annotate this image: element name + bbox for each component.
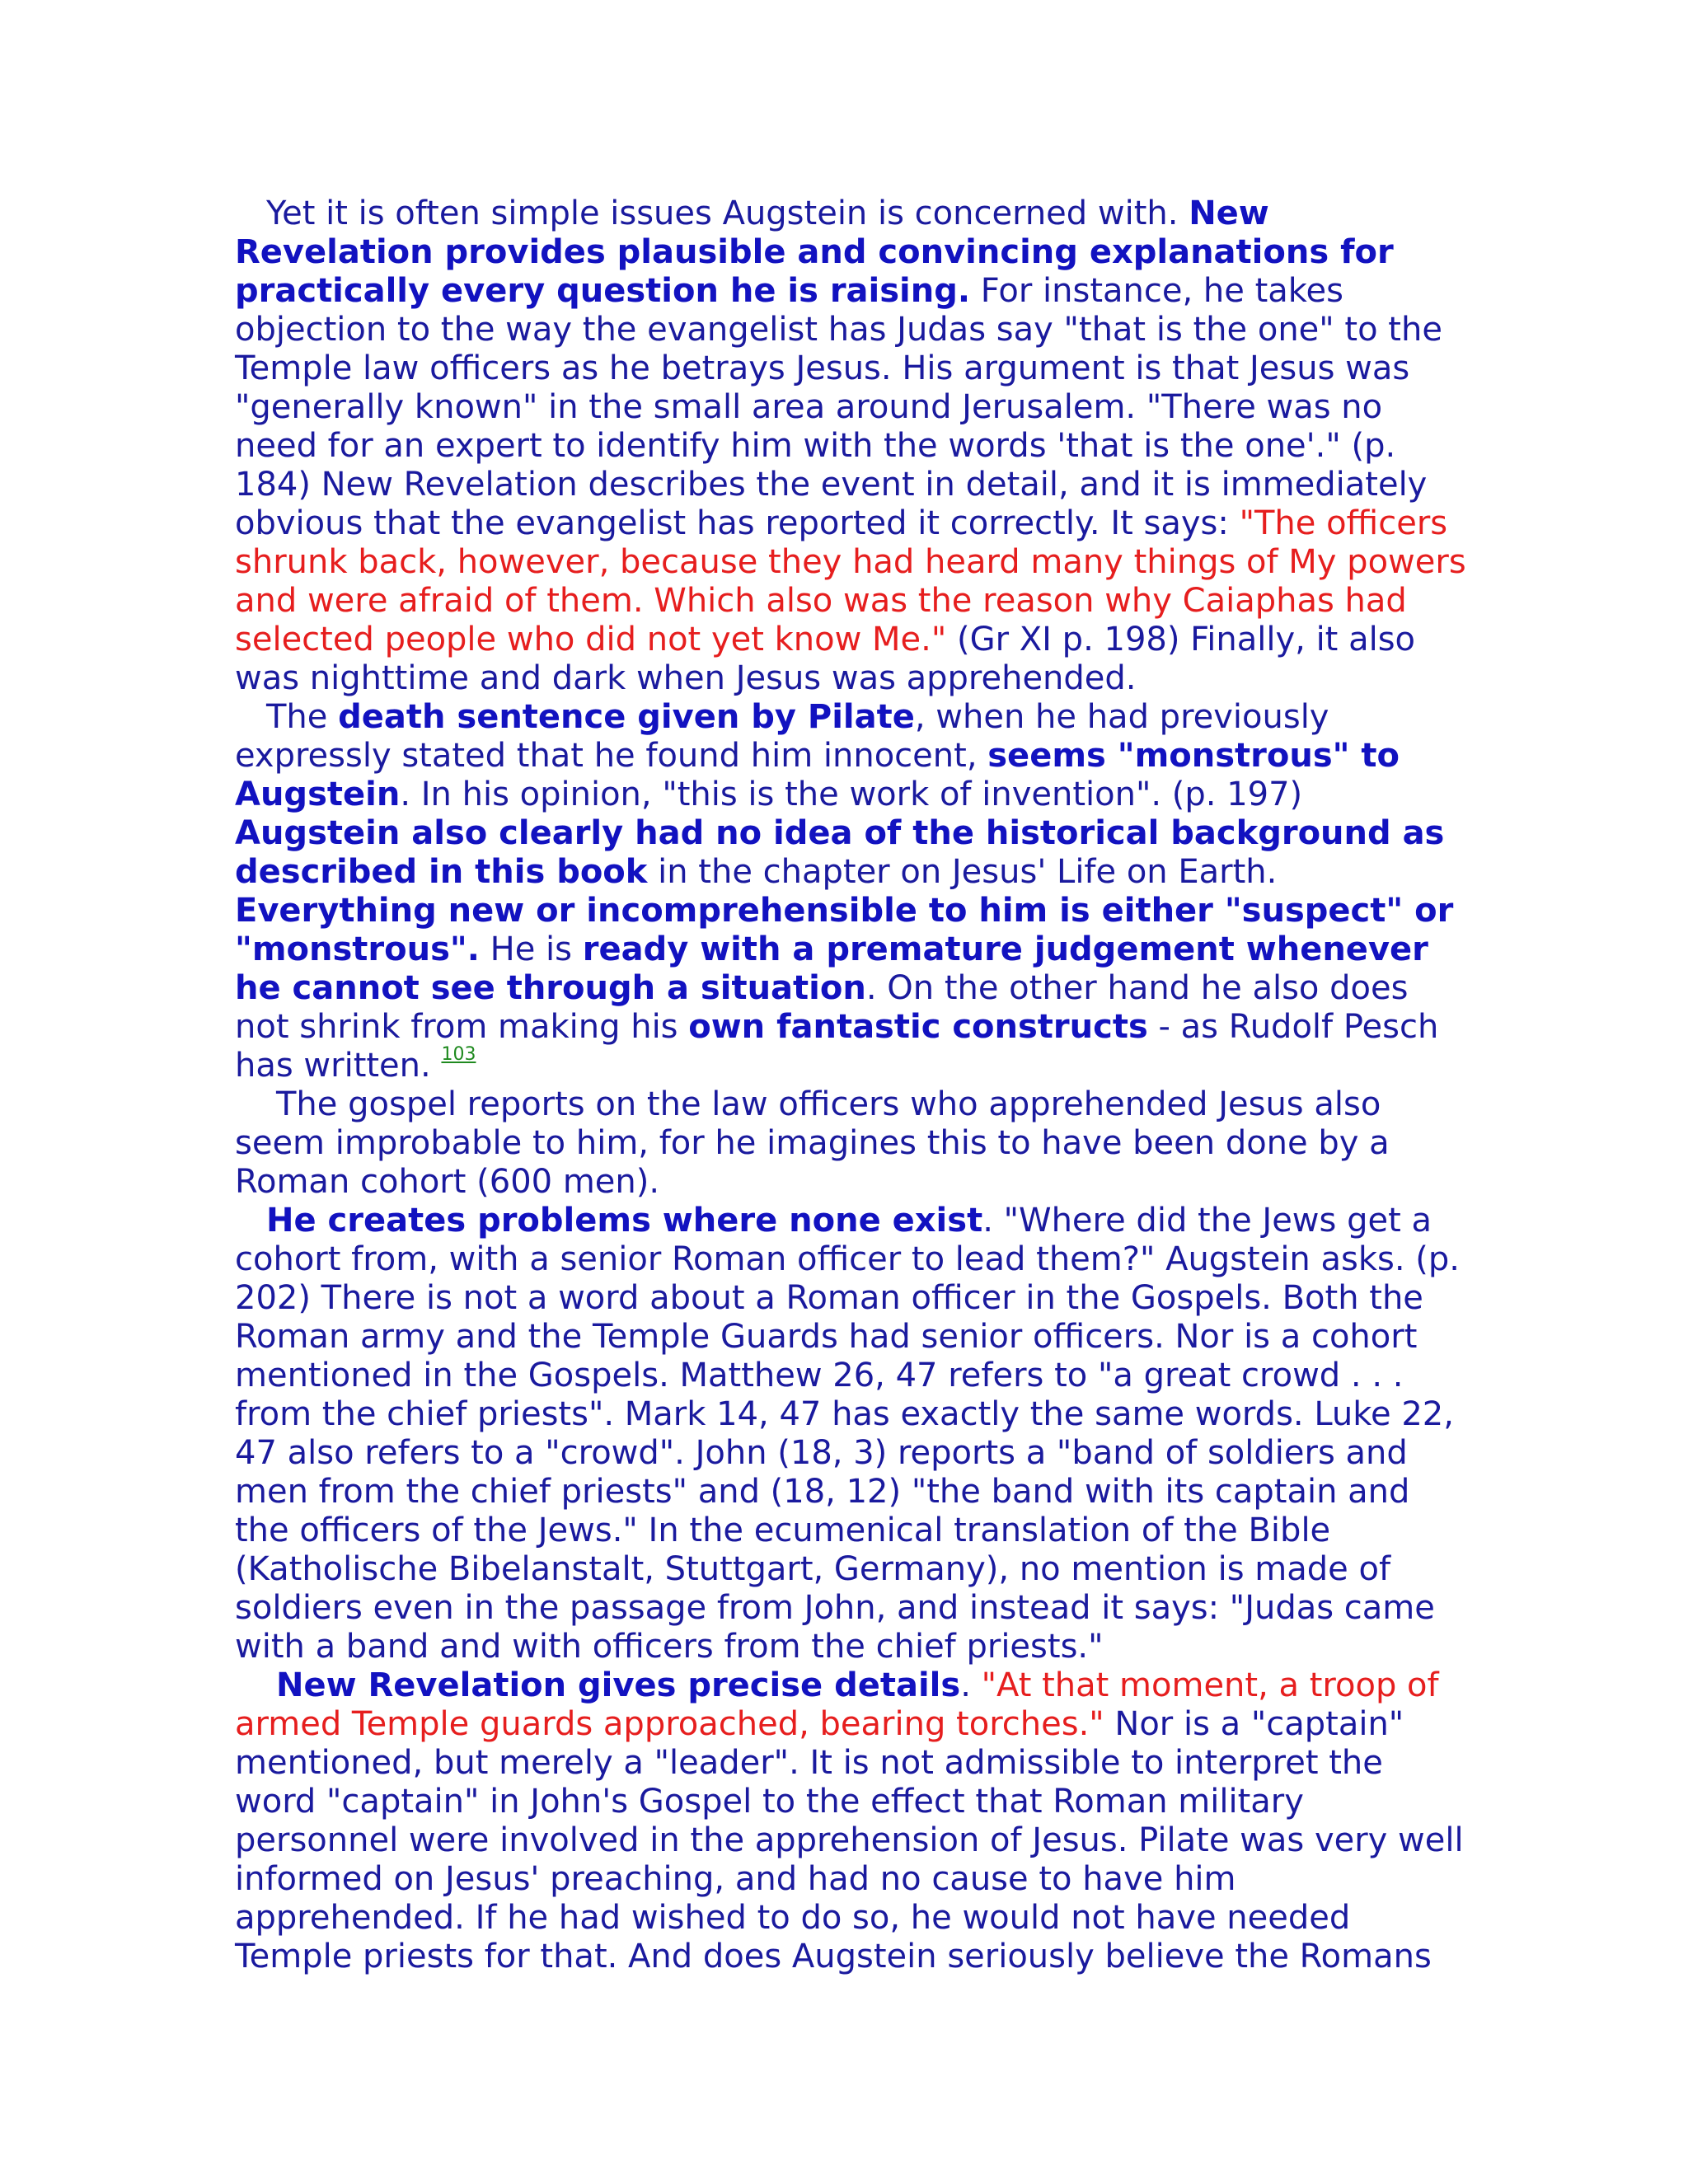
paragraph xyxy=(235,1085,1471,1202)
body-text: (Gr XI p. 198) Finally, it also was nighttime and dark when Jesus was apprehended. xyxy=(235,621,1416,697)
paragraph xyxy=(235,698,1471,1085)
body-text: Yet it is often simple issues Augstein is concerned with. xyxy=(266,194,1189,232)
body-text: The xyxy=(266,698,339,736)
body-text: . In his opinion, "this is the work of invention". (p. 197) xyxy=(400,776,1303,813)
body-text: , when he had previously expressly stated that he found him innocent, xyxy=(235,698,1329,775)
quotation-text: "At that moment, a troop of armed Temple guards approached, bearing torches." xyxy=(235,1666,1439,1743)
body-text: He is xyxy=(479,930,583,968)
document-page xyxy=(235,194,1471,1976)
body-text: . xyxy=(960,1666,982,1704)
emphasized-text: New Revelation provides plausible and convincing explanations for practically every question he is raising. xyxy=(235,194,1394,310)
emphasized-text: death sentence given by Pilate xyxy=(338,698,915,736)
body-text: Nor is a "captain" mentioned, but merely a "leader". It is not admissible to interpret the word "captain" in John's Gospel to the effect that Roman military personnel were involved in the apprehension of Jesus. Pilate was very well informed on Jesus' preaching, and had no cause to have him apprehended. If he had wished to do so, he would not have needed Temple priests for that. And does Augstein seriously believe the Romans xyxy=(235,1705,1464,1975)
body-text: - as Rudolf Pesch has written. xyxy=(235,1008,1439,1085)
paragraph xyxy=(235,194,1471,698)
footnote-link[interactable]: 103 xyxy=(441,1044,476,1065)
quotation-text: "The officers shrunk back, however, because they had heard many things of My powers and were afraid of them. Which also was the reason why Caiaphas had selected people who did not yet know Me." xyxy=(235,504,1466,658)
body-text: . "Where did the Jews get a cohort from, with a senior Roman officer to lead them?" Augstein asks. (p. 202) There is not a word about a Roman officer in the Gospels. Both the Roman army and the Temple Guards had senior officers. Nor is a cohort mentioned in the Gospels. Matthew 26, 47 refers to "a great crowd . . . from the chief priests". Mark 14, 47 has exactly the same words. Luke 22, 47 also refers to a "crowd". John (18, 3) reports a "band of soldiers and men from the chief priests" and (18, 12) "the band with its captain and the officers of the Jews." In the ecumenical translation of the Bible (Katholische Bibelanstalt, Stuttgart, Germany), no mention is made of soldiers even in the passage from John, and instead it says: "Judas came with a band and with officers from the chief priests." xyxy=(235,1202,1460,1666)
body-text: The gospel reports on the law officers who apprehended Jesus also seem improbable to him, for he imagines this to have been done by a Roman cohort (600 men). xyxy=(235,1085,1390,1201)
body-text: For instance, he takes objection to the way the evangelist has Judas say "that is the one" to the Temple law officers as he betrays Jesus. His argument is that Jesus was "generally known" in the small area around Jerusalem. "There was no need for an expert to identify him with the words 'that is the one'." (p. 184) New Revelation describes the event in detail, and it is immediately obvious that the evangelist has reported it correctly. It says: xyxy=(235,272,1442,542)
emphasized-text: Everything new or incomprehensible to him is either "suspect" or "monstrous". xyxy=(235,892,1454,968)
emphasized-text: own fantastic constructs xyxy=(688,1008,1148,1046)
paragraph xyxy=(235,1202,1471,1666)
emphasized-text: ready with a premature judgement whenever he cannot see through a situation xyxy=(235,930,1428,1007)
body-text: in the chapter on Jesus' Life on Earth. xyxy=(647,853,1278,891)
emphasized-text: seems "monstrous" to Augstein xyxy=(235,737,1400,813)
body-text: . On the other hand he also does not shrink from making his xyxy=(235,969,1409,1046)
emphasized-text: Augstein also clearly had no idea of the historical background as described in this book xyxy=(235,814,1445,891)
emphasized-text: New Revelation gives precise details xyxy=(276,1666,961,1704)
emphasized-text: He creates problems where none exist xyxy=(266,1202,983,1240)
paragraph xyxy=(235,1666,1471,1976)
